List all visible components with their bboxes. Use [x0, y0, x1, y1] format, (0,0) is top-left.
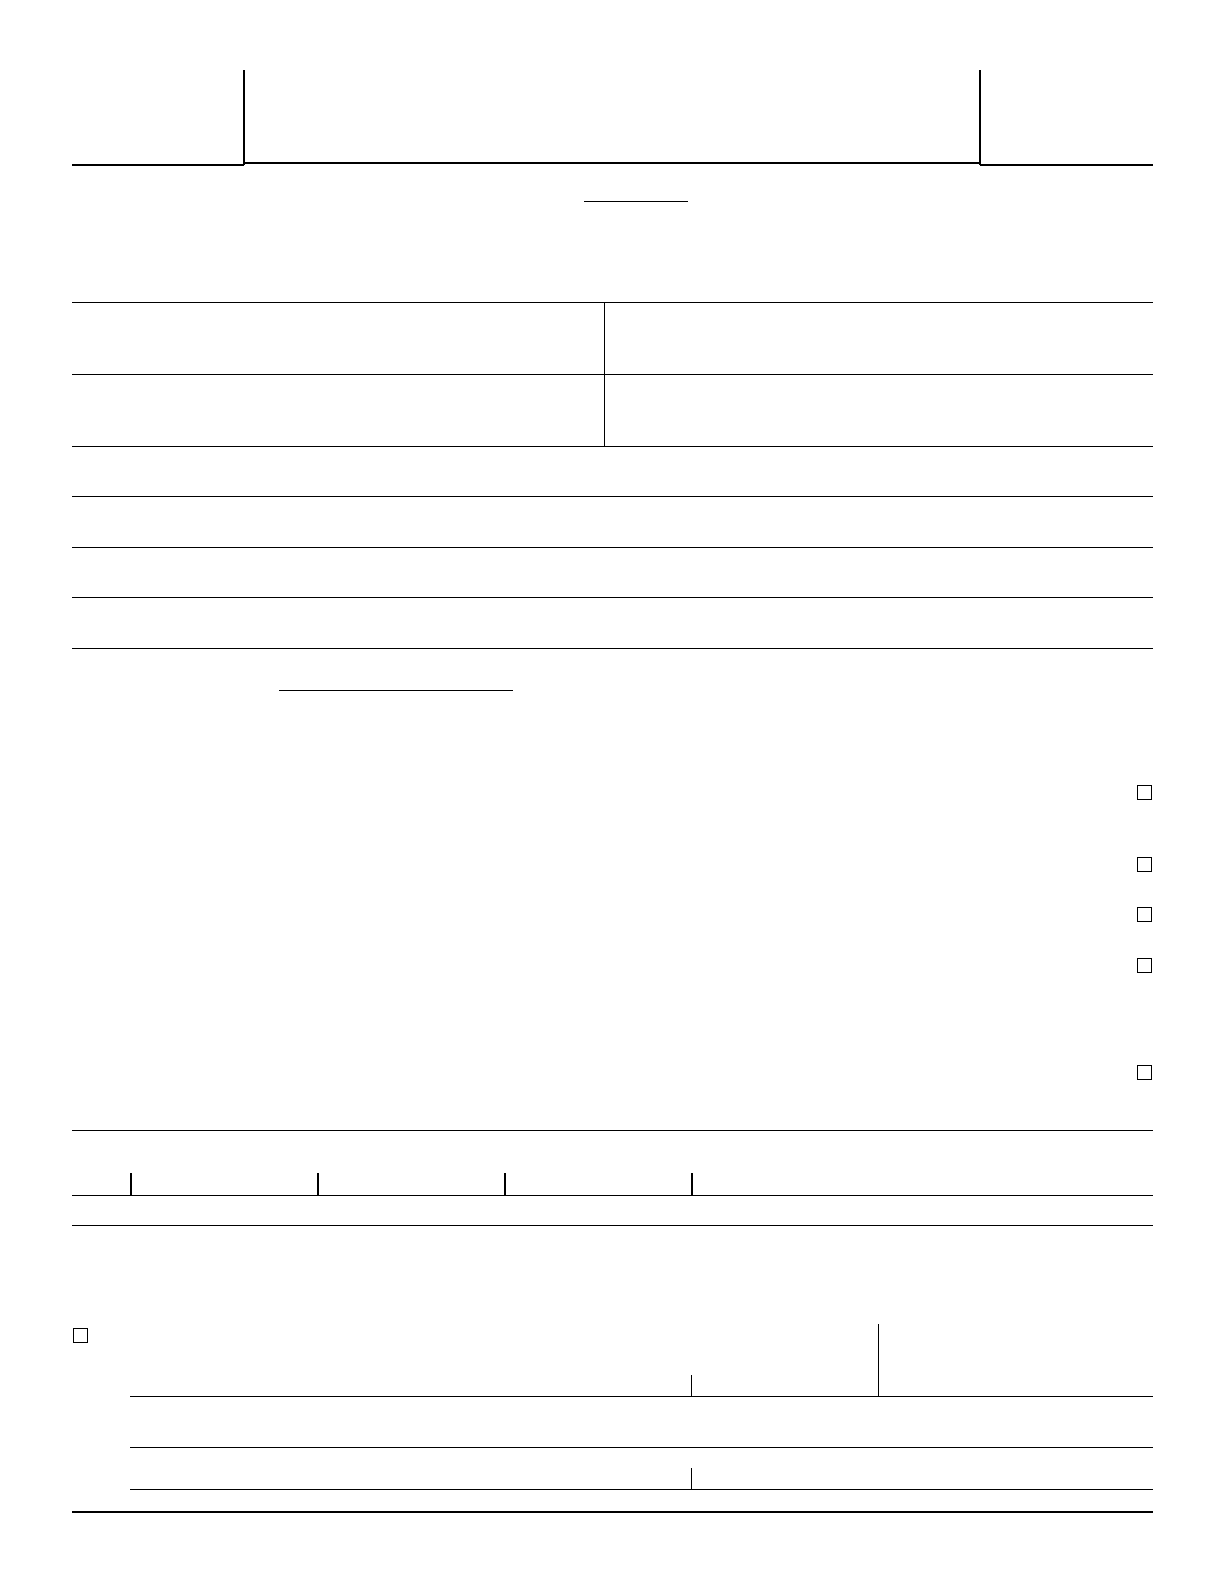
- segment-tick: [504, 1173, 506, 1195]
- footer-field-tick: [691, 1468, 692, 1490]
- footer-field-rule: [130, 1489, 1153, 1490]
- section-heading-underline: [279, 690, 513, 691]
- footer-field-tick: [691, 1375, 692, 1396]
- segment-baseline: [72, 1195, 1153, 1196]
- header-right-divider: [979, 70, 981, 165]
- header-right-rule: [980, 164, 1153, 166]
- footer-field-rule: [130, 1396, 1153, 1397]
- option-checkbox[interactable]: [1137, 857, 1152, 872]
- page-bottom-rule: [72, 1511, 1153, 1513]
- segment-tick: [130, 1173, 132, 1195]
- footer-field-rule: [130, 1447, 1153, 1448]
- segment-tick: [691, 1173, 693, 1195]
- option-checkbox[interactable]: [1137, 958, 1152, 973]
- header-left-rule: [72, 164, 244, 166]
- field-rule: [72, 446, 1153, 447]
- title-underline: [584, 201, 688, 202]
- field-rule: [72, 597, 1153, 598]
- segment-tick: [317, 1173, 319, 1195]
- header-left-divider: [243, 70, 245, 165]
- field-column-divider: [604, 302, 605, 446]
- field-rule: [72, 547, 1153, 548]
- section-rule: [72, 1225, 1153, 1226]
- field-rule: [72, 302, 1153, 303]
- section-rule: [72, 1130, 1153, 1131]
- footer-checkbox[interactable]: [73, 1328, 88, 1343]
- option-checkbox[interactable]: [1137, 907, 1152, 922]
- field-rule: [72, 496, 1153, 497]
- header-center-rule: [244, 162, 980, 164]
- footer-column-divider: [878, 1324, 879, 1396]
- field-rule: [72, 374, 1153, 375]
- option-checkbox[interactable]: [1137, 785, 1152, 800]
- option-checkbox[interactable]: [1137, 1065, 1152, 1080]
- field-rule: [72, 648, 1153, 649]
